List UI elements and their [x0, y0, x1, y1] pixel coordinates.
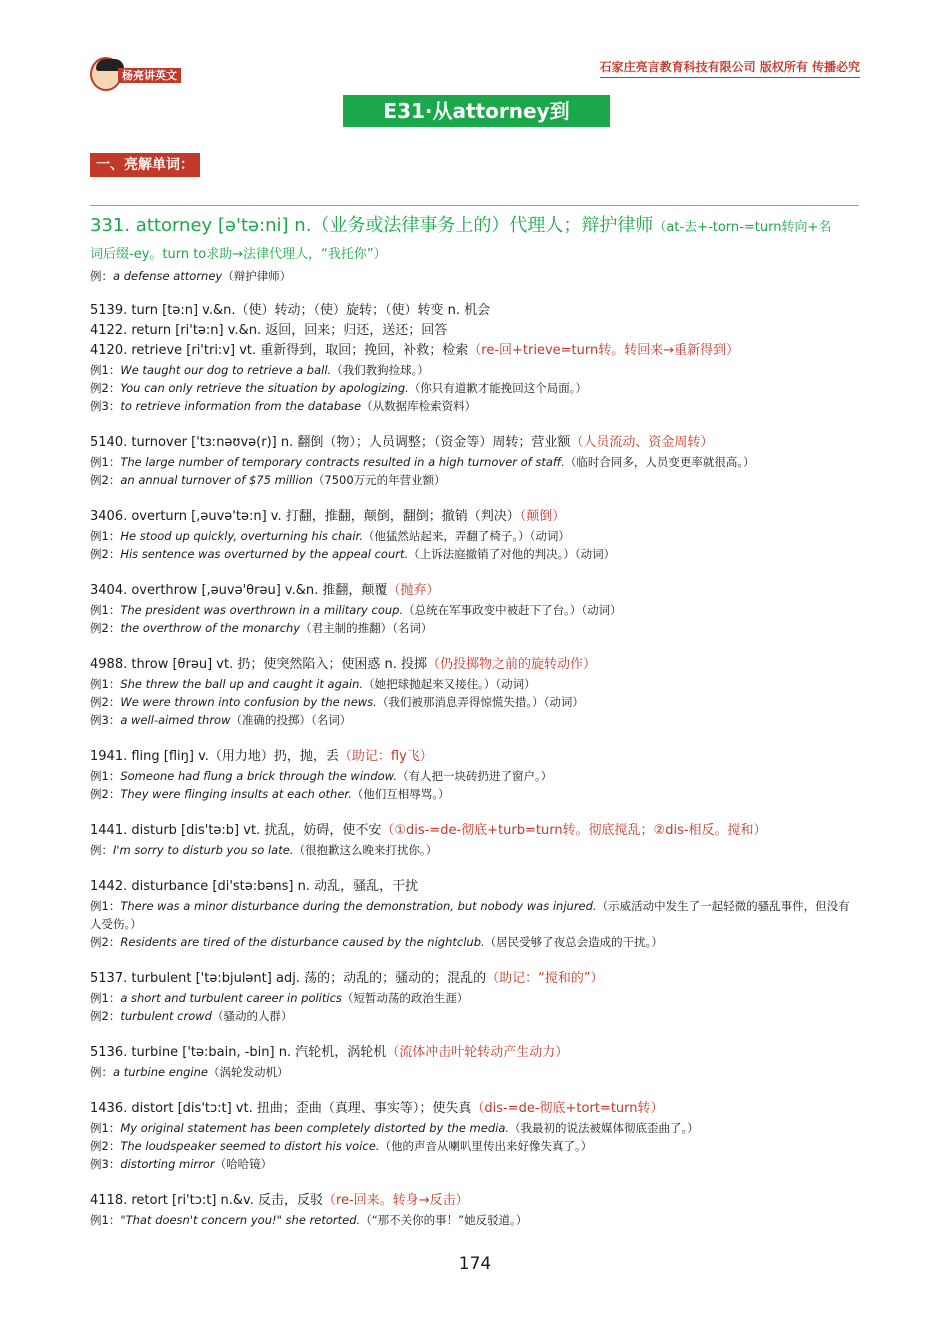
word-mnemonic-hint: （人员流动、资金周转） — [570, 435, 714, 450]
word-headline — [90, 433, 860, 453]
example-chinese: （君主制的推翻）（名词） — [300, 621, 433, 635]
word-entry — [90, 301, 860, 321]
word-entry — [90, 969, 860, 1025]
example-label: 例2： — [90, 547, 121, 561]
example-chinese: （骚动的人群） — [211, 1009, 293, 1023]
example-sentence — [90, 989, 860, 1007]
word-headline — [90, 321, 860, 341]
word-headline — [90, 877, 860, 897]
example-english: My original statement has been completely distorted by the media. — [120, 1121, 510, 1135]
word-entry — [90, 821, 860, 859]
word-mnemonic-hint: （抛弃） — [387, 583, 440, 598]
example-english: a defense attorney — [113, 269, 223, 283]
example-chinese: （示威活动中发生了一起轻微的骚乱事件，但没有人受伤。） — [90, 899, 850, 931]
word-headline — [90, 821, 860, 841]
example-chinese: （我最初的说法被媒体彻底歪曲了。） — [509, 1121, 699, 1135]
example-sentence — [90, 379, 860, 397]
word-mnemonic-hint: （①dis-=de-彻底+turb=turn转。彻底搅乱；②dis-相反。搅和） — [381, 823, 767, 838]
word-entry — [90, 341, 860, 415]
example-label: 例1： — [90, 991, 121, 1005]
word-headline — [90, 969, 860, 989]
example-english: "That doesn't concern you!" she retorted. — [120, 1213, 361, 1227]
example-chinese: （有人把一块砖扔进了窗户。） — [397, 769, 553, 783]
example-chinese: （7500万元的年营业额） — [312, 473, 446, 487]
example-english: the overthrow of the monarchy — [120, 621, 301, 635]
example-sentence — [90, 767, 860, 785]
example-english: Residents are tired of the disturbance caused by the nightclub. — [120, 935, 485, 949]
example-label: 例1： — [90, 455, 121, 469]
example-chinese: （临时合同多，人员变更率就很高。） — [564, 455, 755, 469]
example-chinese: （总统在军事政变中被赶下了台。）（动词） — [403, 603, 622, 617]
example-label: 例2： — [90, 695, 121, 709]
example-label: 例2： — [90, 787, 121, 801]
example-label: 例： — [90, 269, 113, 283]
example-english: The president was overthrown in a military coup. — [120, 603, 404, 617]
main-entry-hint-continued: 词后缀-ey。turn to求助→法律代理人，“我托你”） — [90, 247, 387, 262]
section-heading: 一、亮解单词： — [90, 153, 200, 177]
example-chinese: （你只有道歉才能挽回这个局面。） — [408, 381, 588, 395]
example-chinese: （上诉法庭撤销了对他的判决。）（动词） — [408, 547, 616, 561]
example-chinese: （他猛然站起来，弄翻了椅子。）（动词） — [362, 529, 570, 543]
example-sentence — [90, 1119, 860, 1137]
word-definition: 5137. turbulent ['tə:bjulənt] adj. 荡的；动乱的；骚动的；混乱的 — [90, 971, 487, 986]
word-entry — [90, 1043, 860, 1081]
example-label: 例1： — [90, 1121, 121, 1135]
example-english: The large number of temporary contracts resulted in a high turnover of staff. — [120, 455, 565, 469]
example-sentence — [90, 619, 860, 637]
example-sentence — [90, 1155, 860, 1173]
example-english: His sentence was overturned by the appeal court. — [120, 547, 409, 561]
word-entry — [90, 1191, 860, 1229]
example-english: distorting mirror — [120, 1157, 215, 1171]
example-label: 例1： — [90, 899, 121, 913]
example-sentence — [90, 785, 860, 803]
example-sentence — [90, 397, 860, 415]
word-entry — [90, 747, 860, 803]
example-english: There was a minor disturbance during the demonstration, but nobody was injured. — [120, 899, 597, 913]
example-label: 例1： — [90, 603, 121, 617]
word-entry — [90, 655, 860, 729]
example-english: We taught our dog to retrieve a ball. — [120, 363, 332, 377]
example-label: 例1： — [90, 529, 121, 543]
example-chinese: （准确的投掷）（名词） — [230, 713, 352, 727]
word-headline — [90, 1191, 860, 1211]
example-label: 例3： — [90, 399, 121, 413]
example-chinese: （很抱歉这么晚来打扰你。） — [293, 843, 438, 857]
word-entry — [90, 321, 860, 341]
example-english: turbulent crowd — [120, 1009, 212, 1023]
example-label: 例2： — [90, 621, 121, 635]
example-english: He stood up quickly, overturning his chair. — [120, 529, 363, 543]
word-entry — [90, 581, 860, 637]
example-label: 例3： — [90, 1157, 121, 1171]
example-english: She threw the ball up and caught it again. — [120, 677, 364, 691]
word-definition: 5136. turbine ['tə:bain, -bin] n. 汽轮机，涡轮机 — [90, 1045, 387, 1060]
main-entry-word: 331. attorney [ə'tə:ni] n.（业务或法律事务上的）代理人；辩护律师 — [90, 215, 654, 236]
main-entry-hint: （at-去+-torn-=turn转向+名 — [653, 220, 832, 235]
example-sentence — [90, 693, 860, 711]
word-definition: 1436. distort [dis'tɔ:t] vt. 扭曲；歪曲（真理、事实等）；使失真 — [90, 1101, 472, 1116]
word-definition: 4118. retort [ri'tɔ:t] n.&v. 反击，反驳 — [90, 1193, 324, 1208]
word-definition: 4988. throw [θrəu] vt. 扔；使突然陷入；使困惑 n. 投掷 — [90, 657, 427, 672]
example-chinese: （“那不关你的事！”她反驳道。） — [360, 1213, 528, 1227]
example-label: 例： — [90, 1065, 113, 1079]
example-sentence — [90, 471, 860, 489]
divider — [90, 205, 859, 206]
example-english: We were thrown into confusion by the news. — [120, 695, 377, 709]
example-chinese: （他们互相辱骂。） — [351, 787, 450, 801]
example-label: 例2： — [90, 1139, 121, 1153]
word-entry — [90, 1099, 860, 1173]
example-sentence — [90, 1007, 860, 1025]
example-english: to retrieve information from the database — [120, 399, 362, 413]
example-label: 例1： — [90, 363, 121, 377]
word-definition: 5139. turn [tə:n] v.&n.（使）转动；（使）旋转；（使）转变 n. 机会 — [90, 303, 491, 318]
word-entry — [90, 433, 860, 489]
example-english: I'm sorry to disturb you so late. — [113, 843, 294, 857]
example-english: an annual turnover of $75 million — [120, 473, 313, 487]
example-chinese: （从数据库检索资料） — [361, 399, 477, 413]
word-definition: 1941. fling [fliŋ] v.（用力地）扔，抛，丢 — [90, 749, 339, 764]
example-sentence — [90, 601, 860, 619]
example-chinese: （短暂动荡的政治生涯） — [341, 991, 469, 1005]
example-english: a short and turbulent career in politics — [120, 991, 342, 1005]
content-area — [90, 211, 860, 1229]
example-label: 例2： — [90, 1009, 121, 1023]
example-english: The loudspeaker seemed to distort his voice. — [120, 1139, 380, 1153]
example-english: You can only retrieve the situation by apologizing. — [120, 381, 409, 395]
page-number: 174 — [458, 1254, 492, 1274]
word-mnemonic-hint: （dis-=de-彻底+tort=turn转） — [471, 1101, 664, 1116]
example-sentence — [90, 841, 860, 859]
word-mnemonic-hint: （仍投掷物之前的旋转动作） — [426, 657, 596, 672]
example-chinese: （辩护律师） — [222, 269, 292, 283]
example-label: 例1： — [90, 1213, 121, 1227]
word-headline — [90, 581, 860, 601]
example-label: 例1： — [90, 677, 121, 691]
word-entry-list — [90, 301, 860, 1229]
example-chinese: （居民受够了夜总会造成的干扰。） — [484, 935, 663, 949]
example-sentence — [90, 361, 860, 379]
example-sentence — [90, 1137, 860, 1155]
word-entry — [90, 877, 860, 951]
word-entry — [90, 507, 860, 563]
word-mnemonic-hint: （流体冲击叶轮转动产生动力） — [386, 1045, 569, 1060]
logo-text: 杨亮讲英文 — [118, 68, 181, 83]
example-chinese: （他的声音从喇叭里传出来好像失真了。） — [379, 1139, 593, 1153]
word-definition: 4122. return [ri'tə:n] v.&n. 返回，回来；归还，送还；回答 — [90, 323, 448, 338]
word-headline — [90, 341, 860, 361]
word-definition: 3406. overturn [,əuvə'tə:n] v. 打翻，推翻，颠倒，翻倒；撤销（判决） — [90, 509, 520, 524]
example-label: 例2： — [90, 473, 121, 487]
example-english: Someone had flung a brick through the window. — [120, 769, 397, 783]
word-mnemonic-hint: （助记：fly飞） — [338, 749, 433, 764]
brand-logo — [88, 55, 188, 95]
page-title: E31·从attorney到auction — [343, 95, 610, 127]
word-definition: 1442. disturbance [di'stə:bəns] n. 动乱，骚乱，干扰 — [90, 879, 419, 894]
word-definition: 3404. overthrow [,əuvə'θrəu] v.&n. 推翻，颠覆 — [90, 583, 388, 598]
example-sentence — [90, 453, 860, 471]
example-sentence — [90, 897, 860, 933]
word-definition: 1441. disturb [dis'tə:b] vt. 扰乱，妨碍，使不安 — [90, 823, 382, 838]
copyright-notice: 石家庄亮言教育科技有限公司 版权所有 传播必究 — [600, 58, 860, 78]
example-label: 例2： — [90, 935, 121, 949]
main-entry-example — [90, 267, 860, 285]
word-mnemonic-hint: （颠倒） — [519, 509, 566, 524]
example-sentence — [90, 933, 860, 951]
example-label: 例： — [90, 843, 113, 857]
word-headline — [90, 655, 860, 675]
word-mnemonic-hint: （re-回来。转身→反击） — [323, 1193, 469, 1208]
main-entry-headword — [90, 211, 860, 243]
example-chinese: （哈哈镜） — [214, 1157, 273, 1171]
example-sentence — [90, 527, 860, 545]
example-chinese: （涡轮发动机） — [207, 1065, 289, 1079]
example-label: 例2： — [90, 381, 121, 395]
word-headline — [90, 507, 860, 527]
word-headline — [90, 1043, 860, 1063]
word-headline — [90, 301, 860, 321]
word-mnemonic-hint: （助记：“搅和的”） — [486, 971, 604, 986]
example-sentence — [90, 1211, 860, 1229]
example-english: a well-aimed throw — [120, 713, 231, 727]
example-chinese: （她把球抛起来又接住。）（动词） — [363, 677, 536, 691]
word-definition: 5140. turnover ['tɜːnəʊvə(r)] n. 翻倒（物）；人员调整；（资金等）周转；营业额 — [90, 435, 571, 450]
example-english: a turbine engine — [113, 1065, 208, 1079]
example-sentence — [90, 1063, 860, 1081]
example-chinese: （我们被那消息弄得惊慌失措。）（动词） — [376, 695, 584, 709]
example-label: 例3： — [90, 713, 121, 727]
example-sentence — [90, 545, 860, 563]
example-english: They were flinging insults at each other. — [120, 787, 352, 801]
word-headline — [90, 747, 860, 767]
example-chinese: （我们教狗捡球。） — [331, 363, 429, 377]
word-definition: 4120. retrieve [ri'tri:v] vt. 重新得到，取回；挽回，补救；检索 — [90, 343, 469, 358]
example-sentence — [90, 711, 860, 729]
example-label: 例1： — [90, 769, 121, 783]
example-sentence — [90, 675, 860, 693]
word-mnemonic-hint: （re-回+trieve=turn转。转回来→重新得到） — [468, 343, 740, 358]
word-headline — [90, 1099, 860, 1119]
